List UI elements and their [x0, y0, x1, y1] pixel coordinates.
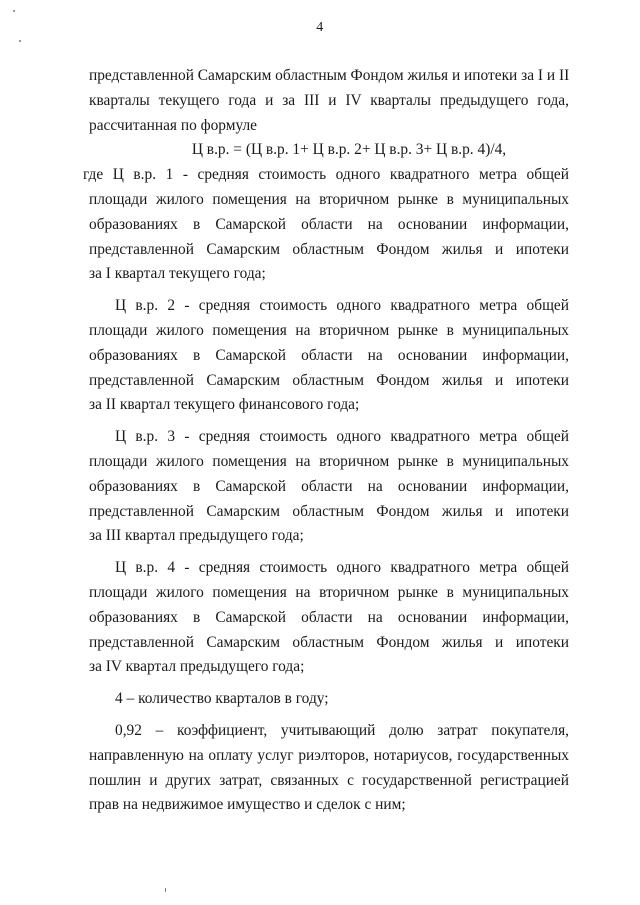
- definition-line: за IV квартал предыдущего года;: [89, 658, 305, 676]
- definition-line: за II квартал текущего финансового года;: [89, 396, 360, 414]
- coefficient-line: прав на недвижимое имущество и сделок с ним;: [89, 796, 406, 814]
- definition-line: Ц в.р. 4 - средняя стоимость одного квадратного метра общей: [115, 559, 569, 577]
- definition-line: за I квартал текущего года;: [89, 265, 266, 283]
- definition-line: образованиях в Самарской области на основании информации,: [89, 215, 569, 233]
- coefficient-line: пошлин и других затрат, связанных с государственной регистрацией: [89, 771, 569, 789]
- definition-line: представленной Самарским областным Фондом жилья и ипотеки: [89, 633, 569, 651]
- definition-line: Ц в.р. 3 - средняя стоимость одного квадратного метра общей: [115, 428, 569, 446]
- scan-speck: [165, 888, 166, 892]
- intro-line: кварталы текущего года и за III и IV кварталы предыдущего года,: [89, 91, 569, 109]
- intro-line: рассчитанная по формуле: [89, 116, 258, 134]
- page-number: 4: [316, 20, 324, 35]
- definition-line: Ц в.р. 2 - средняя стоимость одного квадратного метра общей: [115, 297, 569, 315]
- scan-speck: [13, 10, 15, 12]
- definition-line: представленной Самарским областным Фондом жилья и ипотеки: [89, 502, 569, 520]
- definition-line: площади жилого помещения на вторичном рынке в муниципальных: [89, 583, 569, 601]
- coefficient-line: 0,92 – коэффициент, учитывающий долю затрат покупателя,: [115, 721, 569, 739]
- paragraph-gap: [89, 418, 569, 425]
- document-body: [83, 64, 570, 818]
- scan-speck: [19, 40, 21, 42]
- definition-line: образованиях в Самарской области на основании информации,: [89, 477, 569, 495]
- intro-line: представленной Самарским областным Фондом жилья и ипотеки за I и II: [89, 67, 570, 84]
- definition-line: где Ц в.р. 1 - средняя стоимость одного квадратного метра общей: [83, 166, 569, 184]
- paragraph-gap: [89, 680, 569, 687]
- formula: Ц в.р. = (Ц в.р. 1+ Ц в.р. 2+ Ц в.р. 3+ Ц в.р. 4)/4,: [191, 141, 507, 159]
- paragraph-gap: [89, 712, 569, 719]
- definition-line: за III квартал предыдущего года;: [89, 527, 304, 545]
- definition-line: площади жилого помещения на вторичном рынке в муниципальных: [89, 321, 569, 339]
- definition-line: образованиях в Самарской области на основании информации,: [89, 346, 569, 364]
- paragraph-gap: [89, 287, 569, 294]
- definition-line: площади жилого помещения на вторичном рынке в муниципальных: [89, 190, 569, 208]
- definition-line: площади жилого помещения на вторичном рынке в муниципальных: [89, 452, 569, 470]
- definition-line: представленной Самарским областным Фондом жилья и ипотеки: [89, 240, 569, 258]
- definition-line: образованиях в Самарской области на основании информации,: [89, 608, 569, 626]
- quarters-count-line: 4 – количество кварталов в году;: [115, 690, 329, 708]
- coefficient-line: направленную на оплату услуг риэлторов, нотариусов, государственных: [89, 746, 569, 764]
- definition-line: представленной Самарским областным Фондом жилья и ипотеки: [89, 371, 569, 389]
- paragraph-gap: [89, 549, 569, 556]
